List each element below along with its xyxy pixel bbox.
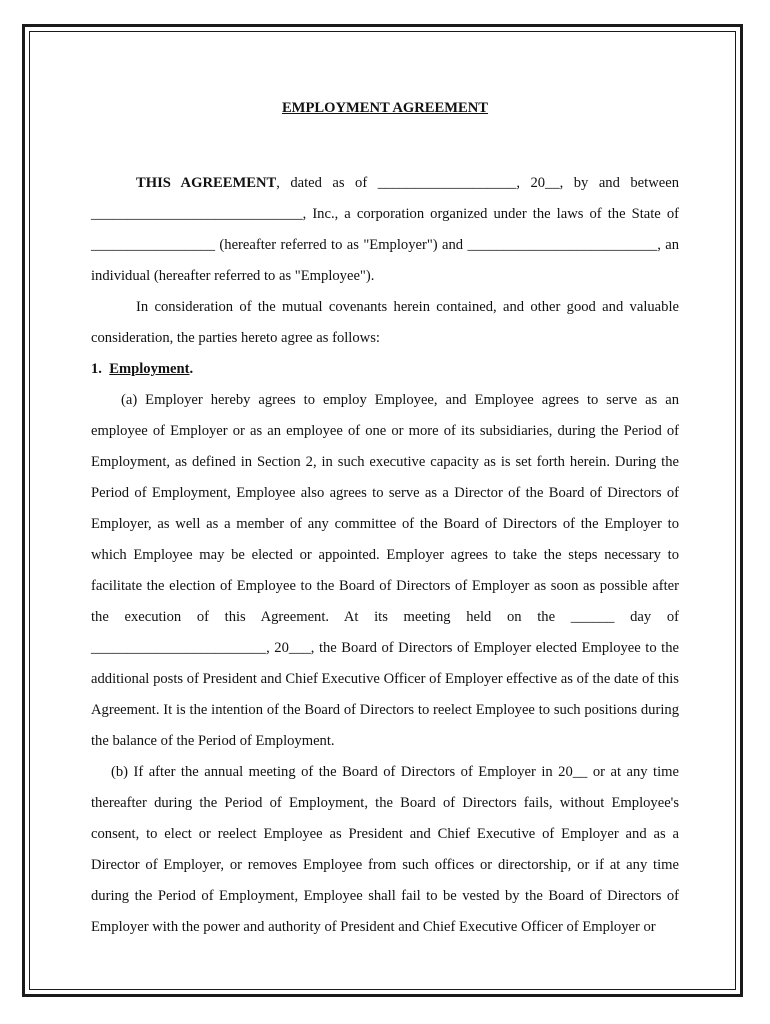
section-1-period: . bbox=[189, 361, 194, 377]
section-1-number: 1. bbox=[91, 361, 102, 377]
section-1-title: Employment bbox=[109, 361, 190, 377]
document-body bbox=[91, 96, 679, 943]
opening-paragraph-text: , dated as of ___________________, 20__, by and between _____________________________, Inc., a corporation organized under the laws of the State of _________________ (hereafter referred to as "Employer") and __________________________, an individual (hereafter referred to as "Employee"). bbox=[91, 175, 679, 284]
section-1-heading bbox=[91, 354, 679, 385]
agreement-lead: THIS AGREEMENT bbox=[136, 175, 277, 191]
opening-paragraph bbox=[91, 168, 679, 292]
subsection-a: (a) Employer hereby agrees to employ Employee, and Employee agrees to serve as an employee of Employer or as an employee of one or more of its subsidiaries, during the Period of Employment, as defined in Section 2, in such executive capacity as is set forth herein. During the Period of Employment, Employee also agrees to serve as a Director of the Board of Directors of Employer, as well as a member of any committee of the Board of Directors of the Employer to which Employee may be elected or appointed. Employer agrees to take the steps necessary to facilitate the election of Employee to the Board of Directors of Employer as soon as possible after the execution of this Agreement. At its meeting held on the ______ day of ________________________, 20___, the Board of Directors of Employer elected Employee to the additional posts of President and Chief Executive Officer of Employer effective as of the date of this Agreement. It is the intention of the Board of Directors to reelect Employee to such positions during the balance of the Period of Employment. bbox=[91, 392, 679, 749]
consideration-paragraph: In consideration of the mutual covenants herein contained, and other good and valuable consideration, the parties hereto agree as follows: bbox=[91, 299, 679, 346]
document-title: EMPLOYMENT AGREEMENT bbox=[281, 100, 489, 116]
subsection-b: (b) If after the annual meeting of the Board of Directors of Employer in 20__ or at any time thereafter during the Period of Employment, the Board of Directors fails, without Employee's consent, to elect or reelect Employee as President and Chief Executive of Employer and as a Director of Employer, or removes Employee from such offices or directorship, or if at any time during the Period of Employment, Employee shall fail to be vested by the Board of Directors of Employer with the power and authority of President and Chief Executive Officer of Employer or bbox=[91, 764, 679, 935]
